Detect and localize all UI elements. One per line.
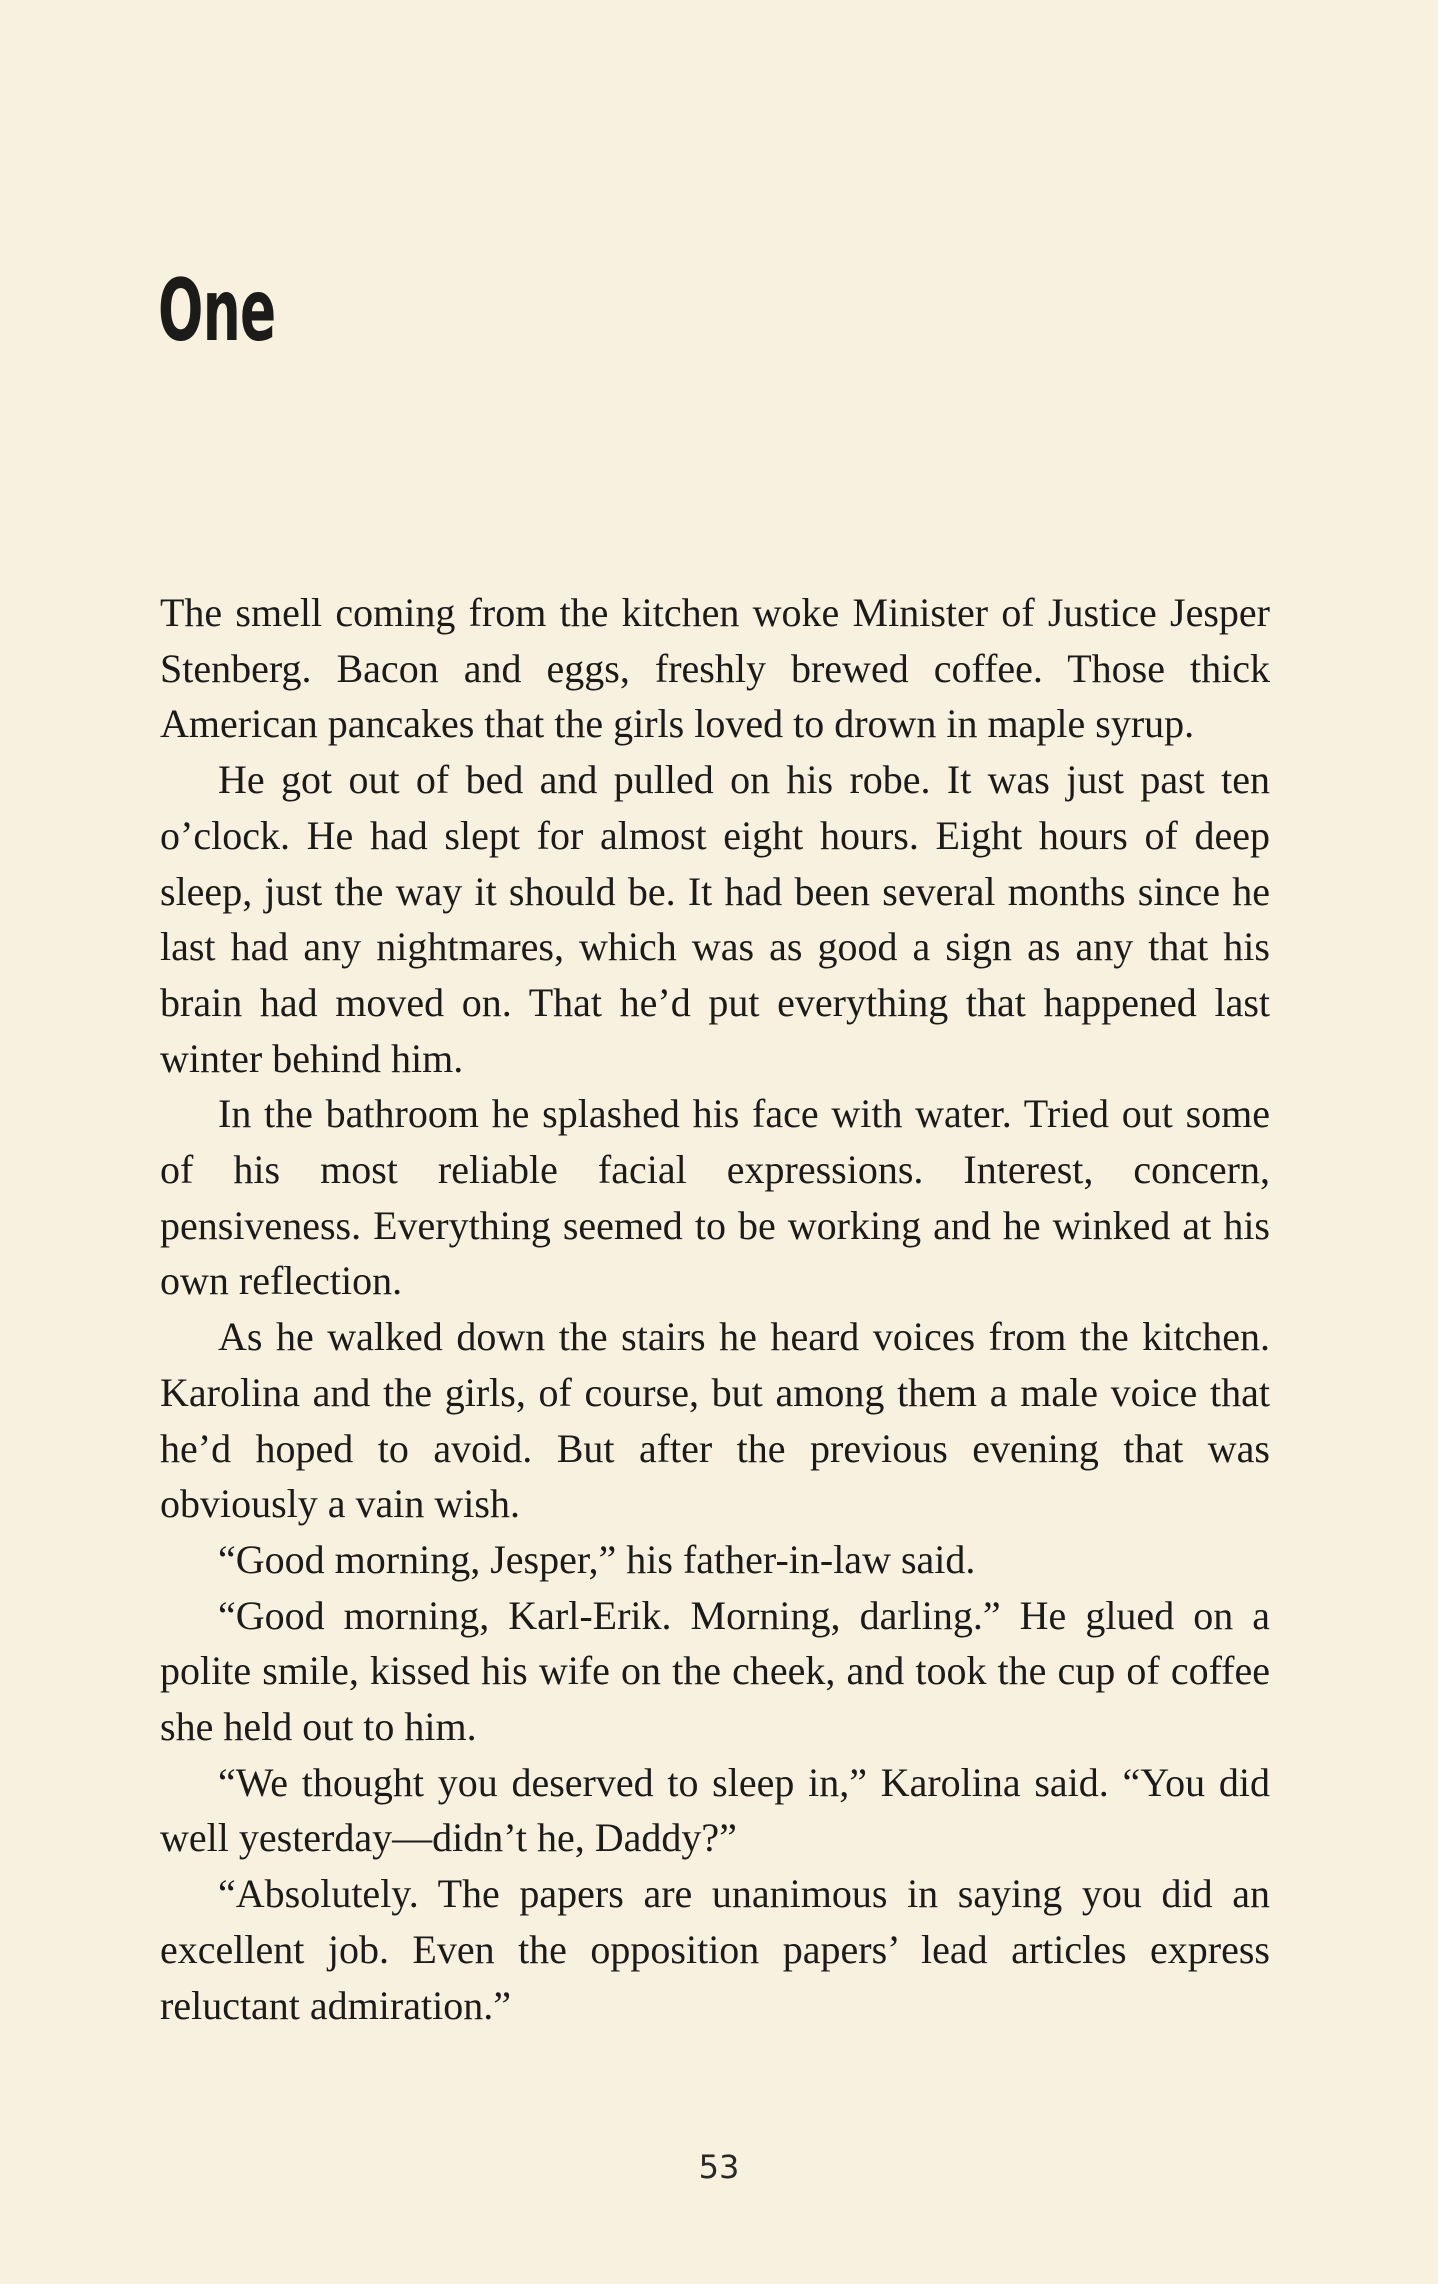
paragraph: In the bathroom he splashed his face with water. Tried out some of his most reliable facial expressions. Interest, concern, pensiveness. Everything seemed to be working and he winked at his own reflection.	[160, 1091, 1270, 1304]
page-number: 53	[698, 2148, 740, 2186]
paragraph: “Good morning, Jesper,” his father-in-law said.	[218, 1536, 976, 1582]
paragraph: “Absolutely. The papers are unanimous in saying you did an excellent job. Even the opposition papers’ lead articles express reluctant admiration.”	[160, 1871, 1270, 2028]
paragraph: “We thought you deserved to sleep in,” Karolina said. “You did well yesterday—didn’t he, Daddy?”	[160, 1759, 1270, 1861]
paragraph: “Good morning, Karl-Erik. Morning, darling.” He glued on a polite smile, kissed his wife on the cheek, and took the cup of coffee she held out to him.	[160, 1592, 1270, 1750]
paragraph: He got out of bed and pulled on his robe. It was just past ten o’clock. He had slept for almost eight hours. Eight hours of deep sleep, just the way it should be. It had been several months since he last had any nightmares, which was as good a sign as any that his brain had moved on. That he’d put everything that happened last winter behind him.	[160, 757, 1270, 1081]
paragraph: As he walked down the stairs he heard voices from the kitchen. Karolina and the girls, of course, but among them a male voice that he’d hoped to avoid. But after the previous evening that was obviously a vain wish.	[160, 1314, 1270, 1527]
chapter-title: One	[158, 261, 276, 361]
paragraph: The smell coming from the kitchen woke Minister of Justice Jesper Stenberg. Bacon and eggs, freshly brewed coffee. Those thick American pancakes that the girls loved to drown in maple syrup.	[160, 590, 1270, 747]
body-text	[160, 585, 1270, 2033]
